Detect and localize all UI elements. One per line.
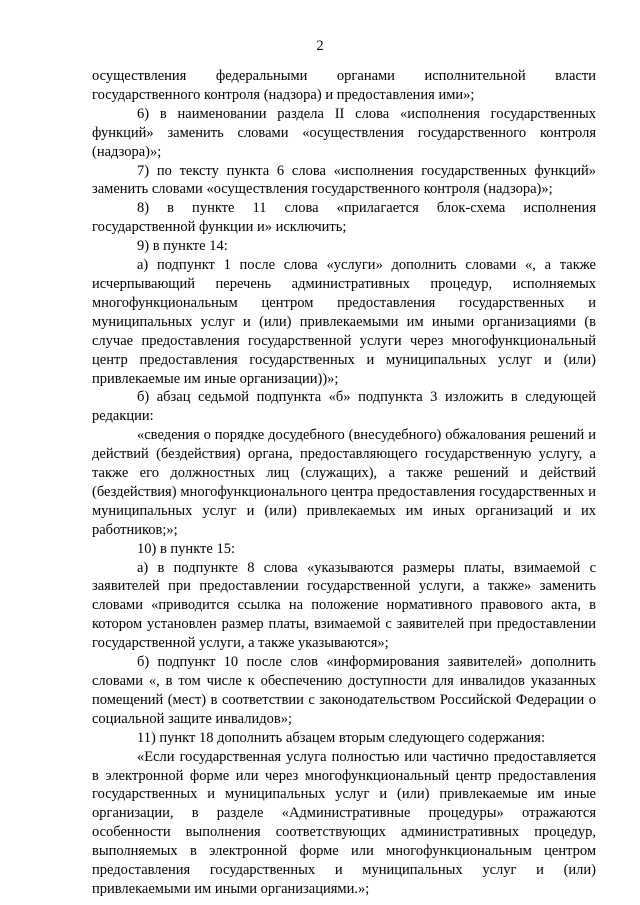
paragraph-quote-11: «Если государственная услуга полностью или частично предоставляется в электронной форме или через многофункциональный центр предоставления государственных и муниципальных услуг и (или) привлекаемые им иные организации, в разделе «Административные процедуры» отражаются особенности выполнения соответствующих административных процедур, выполняемых в электронной форме или многофункциональным центром предоставления государственных и муниципальных услуг и (или) привлекаемыми им иными организациями.»; xyxy=(92,748,596,897)
paragraph-item-8: 8) в пункте 11 слова «прилагается блок-схема исполнения государственной функции и» исключить; xyxy=(92,200,596,236)
paragraph-continuation: осуществления федеральными органами исполнительной власти государственного контроля (надзора) и предоставления ими»; xyxy=(92,68,596,103)
paragraph-item-10: 10) в пункте 15: xyxy=(137,540,235,557)
paragraph-item-10b: б) подпункт 10 после слов «информирования заявителей» дополнить словами «, в том числе к обеспечению доступности для инвалидов указанных помещений (мест) в соответствии с законодательством Российской Федерации о социальной защите инвалидов»; xyxy=(92,654,596,727)
paragraph-item-10a: а) в подпункте 8 слова «указываются размеры платы, взимаемой с заявителей при предоставлении государственной услуги, а также» заменить словами «приводится ссылка на положение нормативного правового акта, в котором установлен размер платы, взимаемой с заявителей при предоставлении государственной услуги, а также указываются»; xyxy=(92,559,596,652)
paragraph-item-11: 11) пункт 18 дополнить абзацем вторым следующего содержания: xyxy=(137,729,545,746)
paragraph-item-6: 6) в наименовании раздела II слова «исполнения государственных функций» заменить словами «осуществления государственного контроля (надзора)»; xyxy=(92,105,596,160)
paragraph-item-7: 7) по тексту пункта 6 слова «исполнения государственных функций» заменить словами «осуществления государственного контроля (надзора)»; xyxy=(92,162,596,198)
paragraph-item-9: 9) в пункте 14: xyxy=(137,238,228,255)
page-number: 2 xyxy=(316,38,324,54)
paragraph-item-9a: а) подпункт 1 после слова «услуги» дополнить словами «, а также исчерпывающий перечень административных процедур, исполняемых многофункциональным центром предоставления государственных и муниципальных услуг и (или) привлекаемыми им иными организациями (в случае предоставления государственной услуги через многофункциональный центр предоставления государственных и муниципальных услуг и (или) привлекаемые им иные организации))»; xyxy=(92,257,596,387)
paragraph-item-9b: б) абзац седьмой подпункта «б» подпункта 3 изложить в следующей редакции: xyxy=(92,389,596,425)
paragraph-quote-9b: «сведения о порядке досудебного (внесудебного) обжалования решений и действий (бездействия) органа, предоставляющего государственную услугу, а также его должностных лиц (служащих), а также решений и действий (бездействия) многофункционального центра предоставления государственных и муниципальных услуг и (или) привлекаемых им иных организаций и их работников;»; xyxy=(92,427,596,538)
document-body xyxy=(92,67,596,899)
